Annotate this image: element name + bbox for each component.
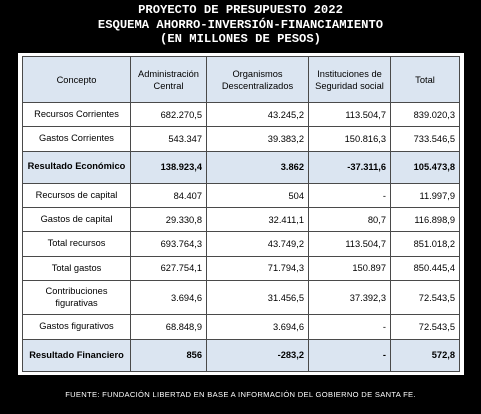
title-line-2: ESQUEMA AHORRO-INVERSIÓN-FINANCIAMIENTO [97, 17, 384, 32]
cell-org: 31.456,5 [207, 280, 309, 314]
cell-inst: 37.392,3 [309, 280, 391, 314]
title-line-1: PROYECTO DE PRESUPUESTO 2022 [138, 3, 343, 17]
table-row [23, 256, 460, 280]
cell-org: -283,2 [207, 339, 309, 371]
table-row [23, 103, 460, 127]
cell-admin: 693.764,3 [131, 232, 207, 256]
cell-inst: 80,7 [309, 208, 391, 232]
source-footer: FUENTE: FUNDACIÓN LIBERTAD EN BASE A INFORMACIÓN DEL GOBIERNO DE SANTA FE. [65, 390, 416, 399]
cell-inst: - [309, 315, 391, 339]
budget-table [22, 56, 460, 372]
cell-total: 851.018,2 [391, 232, 460, 256]
header-concepto: Concepto [23, 57, 131, 103]
cell-org: 3.694,6 [207, 315, 309, 339]
header-instituciones-seguridad-social: Instituciones de Seguridad social [309, 57, 391, 103]
title-line-3: (EN MILLONES DE PESOS) [160, 32, 321, 46]
table-row [23, 232, 460, 256]
row-concept: Recursos de capital [23, 183, 131, 207]
cell-total: 72.543,5 [391, 280, 460, 314]
cell-org: 504 [207, 183, 309, 207]
row-concept: Gastos figurativos [23, 315, 131, 339]
cell-admin: 856 [131, 339, 207, 371]
table-panel [18, 53, 464, 375]
cell-admin: 3.694,6 [131, 280, 207, 314]
row-concept: Resultado Financiero [23, 339, 131, 371]
table-row [23, 183, 460, 207]
cell-inst: - [309, 339, 391, 371]
cell-total: 11.997,9 [391, 183, 460, 207]
row-concept: Total recursos [23, 232, 131, 256]
row-concept: Resultado Económico [23, 151, 131, 183]
cell-inst: 113.504,7 [309, 232, 391, 256]
header-administracion-central: Administración Central [131, 57, 207, 103]
table-row [23, 315, 460, 339]
row-concept: Total gastos [23, 256, 131, 280]
cell-total: 116.898,9 [391, 208, 460, 232]
cell-admin: 682.270,5 [131, 103, 207, 127]
cell-total: 839.020,3 [391, 103, 460, 127]
table-row-highlight [23, 151, 460, 183]
row-concept: Gastos de capital [23, 208, 131, 232]
cell-admin: 84.407 [131, 183, 207, 207]
table-row [23, 208, 460, 232]
cell-org: 3.862 [207, 151, 309, 183]
cell-inst: 150.816,3 [309, 127, 391, 151]
cell-inst: - [309, 183, 391, 207]
cell-admin: 627.754,1 [131, 256, 207, 280]
cell-total: 72.543,5 [391, 315, 460, 339]
cell-admin: 29.330,8 [131, 208, 207, 232]
row-concept: Gastos Corrientes [23, 127, 131, 151]
table-row [23, 127, 460, 151]
cell-total: 572,8 [391, 339, 460, 371]
header-total: Total [391, 57, 460, 103]
cell-inst: 150.897 [309, 256, 391, 280]
table-row-highlight [23, 339, 460, 371]
cell-org: 43.749,2 [207, 232, 309, 256]
table-row [23, 280, 460, 314]
cell-admin: 543.347 [131, 127, 207, 151]
cell-total: 850.445,4 [391, 256, 460, 280]
cell-inst: -37.311,6 [309, 151, 391, 183]
cell-admin: 68.848,9 [131, 315, 207, 339]
cell-inst: 113.504,7 [309, 103, 391, 127]
cell-admin: 138.923,4 [131, 151, 207, 183]
cell-org: 39.383,2 [207, 127, 309, 151]
cell-org: 43.245,2 [207, 103, 309, 127]
row-concept: Contribuciones figurativas [23, 280, 131, 314]
cell-total: 733.546,5 [391, 127, 460, 151]
cell-org: 71.794,3 [207, 256, 309, 280]
cell-total: 105.473,8 [391, 151, 460, 183]
page-title [0, 3, 481, 47]
header-organismos-descentralizados: Organismos Descentralizados [207, 57, 309, 103]
row-concept: Recursos Corrientes [23, 103, 131, 127]
table-header-row [23, 57, 460, 103]
cell-org: 32.411,1 [207, 208, 309, 232]
